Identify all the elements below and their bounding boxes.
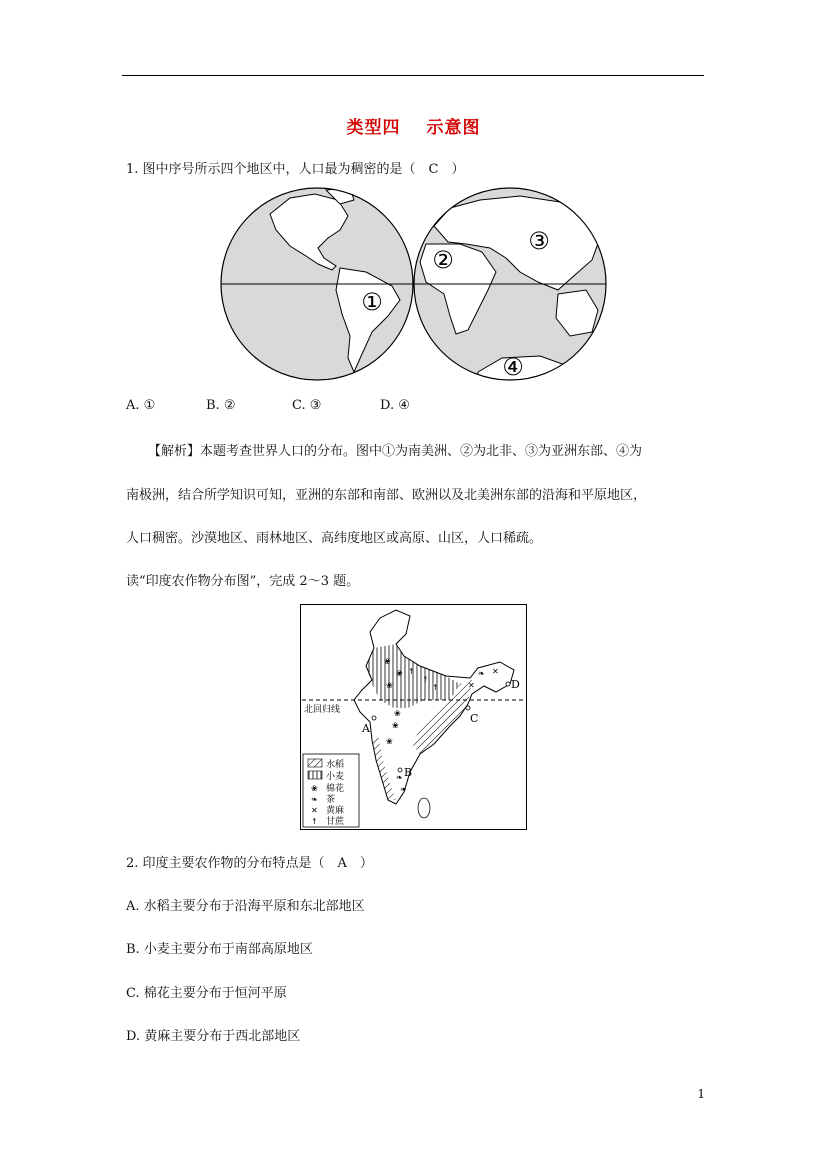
legend-wheat: 小麦 [326, 772, 345, 782]
page-title [0, 113, 827, 138]
q2-option-b: B. 小麦主要分布于南部高原地区 [126, 942, 313, 957]
q2-option-d: D. 黄麻主要分布于西北部地区 [126, 1029, 301, 1044]
q1-option-d: D. ④ [380, 398, 410, 413]
svg-text:❧: ❧ [478, 669, 485, 678]
q1-analysis-line3: 人口稠密。沙漠地区、雨林地区、高纬度地区或高原、山区，人口稀疏。 [126, 531, 543, 546]
q2-stem: 2. 印度主要农作物的分布特点是（ A ） [126, 856, 373, 871]
map-label-1: ① [361, 288, 383, 316]
legend-cotton: 棉花 [326, 784, 345, 794]
legend-rice: 水稻 [326, 760, 345, 770]
svg-text:↟: ↟ [422, 675, 429, 684]
title-part1: 类型四 [346, 118, 401, 138]
map-label-4: ④ [502, 353, 524, 381]
world-hemispheres-map [220, 186, 610, 382]
map-label-3: ③ [528, 227, 550, 255]
q2-option-a: A. 水稻主要分布于沿海平原和东北部地区 [126, 899, 365, 914]
india-point-d: D [511, 678, 520, 691]
svg-text:↟: ↟ [432, 683, 439, 692]
svg-text:✕: ✕ [492, 667, 499, 676]
svg-text:❧: ❧ [311, 795, 318, 804]
q2-option-c: C. 棉花主要分布于恒河平原 [126, 986, 287, 1001]
tropic-of-cancer-label: 北回归线 [304, 705, 341, 715]
svg-text:❀: ❀ [386, 681, 393, 690]
q1-option-c: C. ③ [292, 398, 322, 413]
q1-options [126, 398, 410, 413]
section-intro: 读“印度农作物分布图”，完成 2～3 题。 [126, 574, 360, 589]
legend-tea: 茶 [326, 795, 336, 805]
q1-analysis-line1: 【解析】本题考查世界人口的分布。图中①为南美洲、②为北非、③为亚洲东部、④为 [148, 444, 643, 459]
svg-text:❧: ❧ [400, 785, 407, 794]
svg-text:✕: ✕ [468, 681, 475, 690]
svg-text:❀: ❀ [384, 657, 391, 666]
svg-text:❀: ❀ [396, 669, 403, 678]
q1-stem: 1. 图中序号所示四个地区中，人口最为稠密的是（ C ） [126, 162, 465, 177]
q1-analysis-line2: 南极洲，结合所学知识可知，亚洲的东部和南部、欧洲以及北美洲东部的沿海和平原地区， [126, 488, 647, 503]
india-crop-map [300, 604, 527, 830]
india-point-c: C [470, 712, 479, 725]
svg-text:❀: ❀ [311, 784, 318, 793]
india-point-a: A [362, 722, 370, 735]
svg-text:↟: ↟ [408, 667, 415, 676]
svg-text:❧: ❧ [396, 773, 403, 782]
header-rule [122, 75, 704, 76]
legend-sugarcane: 甘蔗 [326, 817, 345, 827]
map-label-2: ② [432, 246, 454, 274]
svg-text:❀: ❀ [394, 709, 401, 718]
svg-text:❀: ❀ [392, 721, 399, 730]
title-part2: 示意图 [426, 118, 481, 138]
svg-text:✕: ✕ [311, 806, 318, 815]
q1-option-a: A. ① [126, 398, 156, 413]
q1-option-b: B. ② [206, 398, 236, 413]
page-number: 1 [697, 1087, 705, 1101]
legend-jute: 黄麻 [326, 806, 345, 816]
svg-text:❀: ❀ [386, 737, 393, 746]
svg-text:↟: ↟ [311, 817, 318, 826]
india-point-b: B [404, 766, 413, 779]
